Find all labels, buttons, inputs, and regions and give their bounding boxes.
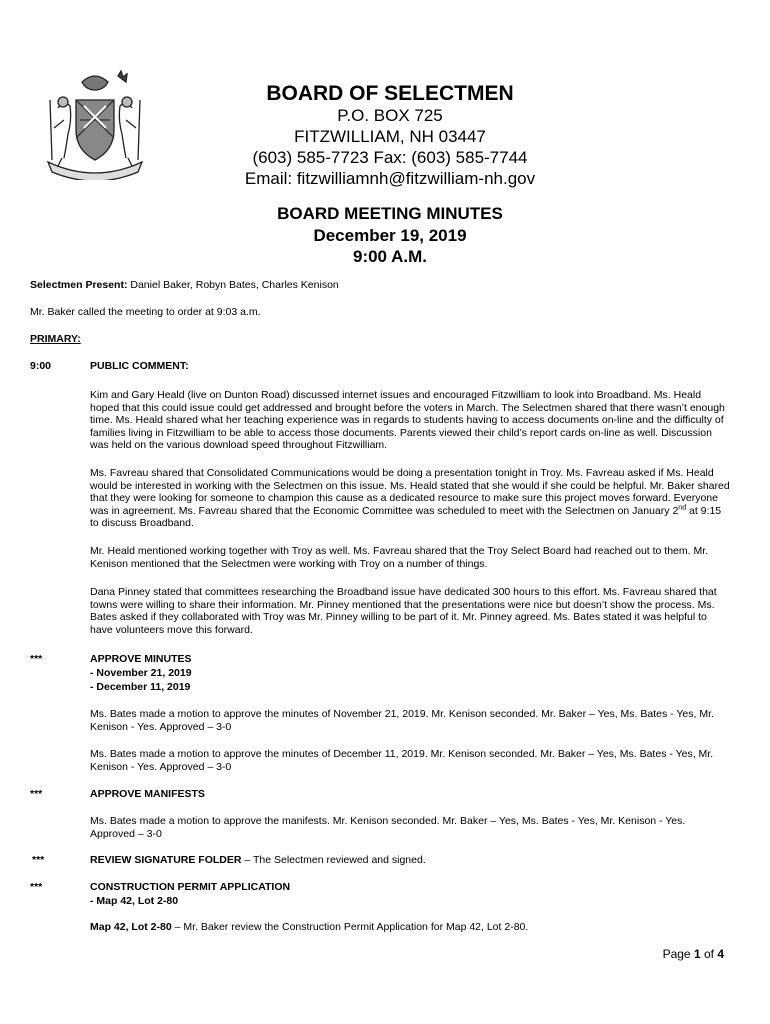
- approve-manifests-marker: ***: [30, 788, 43, 800]
- primary-heading: PRIMARY:: [30, 333, 81, 345]
- town-seal-logo: [40, 70, 150, 180]
- page-number: Page 1 of 4: [662, 947, 724, 961]
- public-comment-paragraph-3: Mr. Heald mentioned working together with Troy as well. Ms. Favreau shared that the Troy Select Board had reached out to them. Mr. Kenison mentioned that the Selectmen were working with Troy on a number of things.: [90, 545, 709, 570]
- approve-manifests-heading: APPROVE MANIFESTS: [90, 788, 205, 800]
- public-comment-paragraph-4: Dana Pinney stated that committees researching the Broadband issue have dedicated 300 hours to this effort. Ms. Favreau shared that towns were willing to share their information. Mr. Pinney mentioned that the presentations were nice but doesn’t show the process. Ms. Bates asked if they collaborated with Troy was Mr. Pinney willing to be part of it. Mr. Pinney agreed. Ms. Bates stated it was helpful to have volunteers move this forward.: [90, 586, 717, 636]
- meeting-date: December 19, 2019: [313, 226, 467, 245]
- approve-minutes-heading: APPROVE MINUTES: [90, 653, 192, 665]
- construction-permit-heading: CONSTRUCTION PERMIT APPLICATION: [90, 881, 291, 893]
- call-to-order: Mr. Baker called the meeting to order at 9:03 a.m.: [30, 306, 261, 318]
- public-comment-time: 9:00: [30, 360, 52, 372]
- construction-permit-marker: ***: [30, 881, 43, 893]
- address-city: FITZWILLIAM, NH 03447: [294, 127, 486, 146]
- approve-minutes-motion-2: Ms. Bates made a motion to approve the minutes of December 11, 2019. Mr. Kenison seconded. Mr. Baker – Yes, Ms. Bates - Yes, Mr. Kenison - Yes. Approved – 3-0: [90, 748, 714, 773]
- approve-minutes-motion-1: Ms. Bates made a motion to approve the minutes of November 21, 2019. Mr. Kenison seconded. Mr. Baker – Yes, Ms. Bates - Yes, Mr. Kenison - Yes. Approved – 3-0: [90, 708, 714, 733]
- construction-permit-item: - Map 42, Lot 2-80: [90, 895, 179, 907]
- address-phone-fax: (603) 585-7723 Fax: (603) 585-7744: [252, 148, 528, 167]
- minutes-item-nov-21: - November 21, 2019: [90, 667, 192, 679]
- address-email: Email: fitzwilliamnh@fitzwilliam-nh.gov: [244, 169, 536, 188]
- signature-folder-marker: ***: [32, 854, 45, 866]
- meeting-title: BOARD MEETING MINUTES: [277, 204, 503, 223]
- signature-folder-line: REVIEW SIGNATURE FOLDER – The Selectmen reviewed and signed.: [90, 854, 426, 866]
- minutes-item-dec-11: - December 11, 2019: [90, 681, 191, 693]
- public-comment-paragraph-1: Kim and Gary Heald (live on Dunton Road) discussed internet issues and encouraged Fitzwilliam to look into Broadband. Ms. Heald hoped that this could issue could get addressed and brought before the voters in March. The Selectmen shared that there wasn’t enough time. Ms. Heald shared what her teaching experience was in regards to students having to access documents on-line and the difficulty of families living in Fitzwilliam to be able to access those documents. Parents viewed their child’s report cards on-line as well. Discussion was held on the various download speed throughout Fitzwilliam.: [90, 389, 725, 452]
- selectmen-present: [30, 279, 339, 292]
- approve-minutes-marker: ***: [30, 653, 43, 665]
- present-label: Selectmen Present:: [30, 279, 128, 291]
- meeting-time: 9:00 A.M.: [352, 247, 427, 266]
- public-comment-heading: PUBLIC COMMENT:: [90, 360, 189, 372]
- approve-manifests-motion: Ms. Bates made a motion to approve the manifests. Mr. Kenison seconded. Mr. Baker – Yes, Ms. Bates - Yes, Mr. Kenison - Yes. Approved – 3-0: [90, 815, 686, 840]
- public-comment-paragraph-2: Ms. Favreau shared that Consolidated Communications would be doing a presentation tonight in Troy. Ms. Favreau asked if Ms. Heald would be interested in working with the Selectmen on this issue. Ms. Heald stated that she would if she could be helpful. Mr. Baker shared that they were looking for someone to champion this cause as a dedicated resource to make sure this project moves forward. Everyone was in agreement. Ms. Favreau shared that the Economic Committee was scheduled to meet with the Selectmen on January 2nd at 9:15 to discuss Broadband.: [90, 467, 730, 530]
- board-title: BOARD OF SELECTMEN: [266, 82, 514, 105]
- construction-permit-review: Map 42, Lot 2-80 – Mr. Baker review the Construction Permit Application for Map 42, Lot 2-80.: [90, 921, 529, 933]
- present-names: Daniel Baker, Robyn Bates, Charles Kenison: [127, 279, 339, 291]
- address-po-box: P.O. BOX 725: [337, 106, 443, 125]
